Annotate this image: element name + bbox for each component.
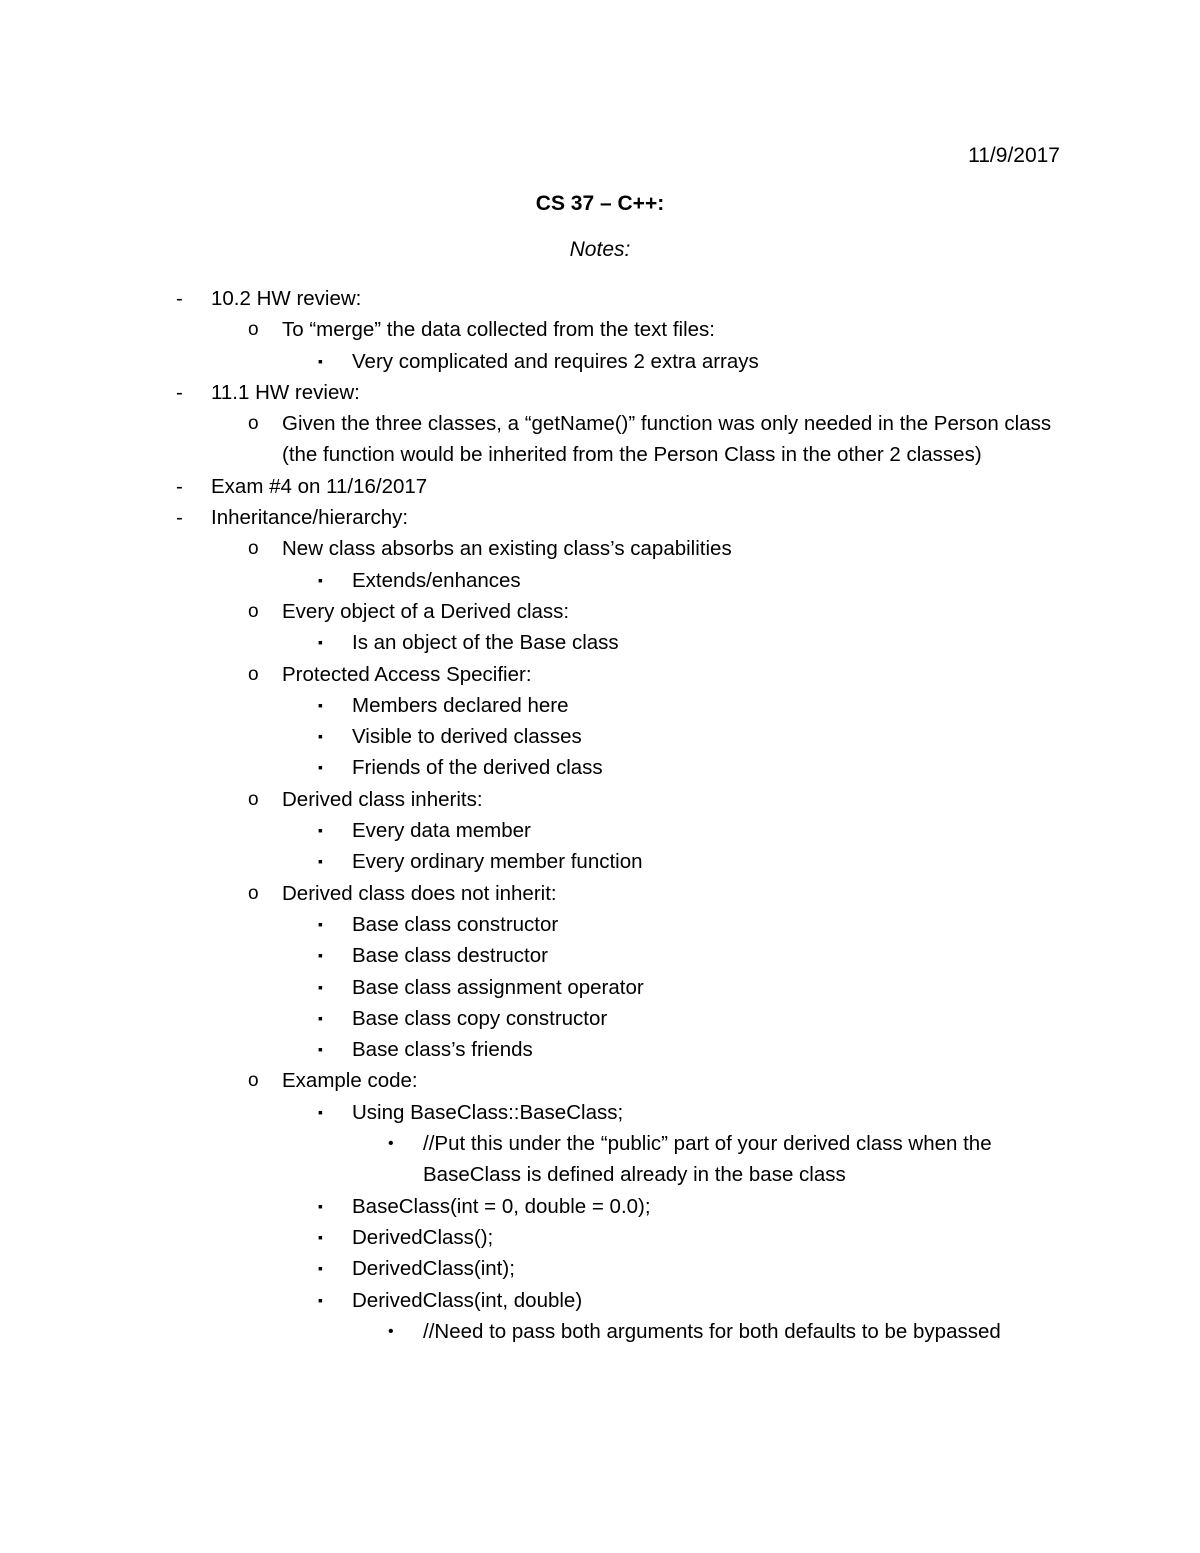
square-bullet: ▪ xyxy=(318,1228,323,1245)
outline-item-level-3 xyxy=(0,1191,1200,1222)
outline-item-level-2 xyxy=(0,878,1200,909)
outline-item-level-3 xyxy=(0,690,1200,721)
outline-item-text: BaseClass(int = 0, double = 0.0); xyxy=(352,1194,651,1218)
outline-item-text: Every ordinary member function xyxy=(352,850,643,874)
outline-item-text: DerivedClass(int); xyxy=(352,1257,515,1281)
square-bullet: ▪ xyxy=(318,696,323,713)
square-bullet: ▪ xyxy=(318,1103,323,1120)
square-bullet: ▪ xyxy=(318,1291,323,1308)
outline-item-text: Is an object of the Base class xyxy=(352,631,619,655)
square-bullet: ▪ xyxy=(318,947,323,964)
square-bullet: ▪ xyxy=(318,853,323,870)
outline-item-level-3 xyxy=(0,1253,1200,1284)
circle-bullet: o xyxy=(248,600,259,622)
outline-item-text: Every data member xyxy=(352,819,531,843)
outline-item-level-1 xyxy=(0,283,1200,314)
outline-item-level-3 xyxy=(0,627,1200,658)
outline-item-level-4 xyxy=(0,1128,1200,1191)
dash-bullet: - xyxy=(176,506,183,530)
outline-item-level-2 xyxy=(0,314,1200,345)
outline-item-level-3 xyxy=(0,909,1200,940)
outline-item-text: Derived class does not inherit: xyxy=(282,881,557,905)
outline-item-level-3 xyxy=(0,1285,1200,1316)
outline-item-level-3 xyxy=(0,752,1200,783)
circle-bullet: o xyxy=(248,413,259,435)
square-bullet: ▪ xyxy=(318,822,323,839)
square-bullet: ▪ xyxy=(318,352,323,369)
outline-item-text: DerivedClass(int, double) xyxy=(352,1288,583,1312)
outline-item-text: New class absorbs an existing class’s capabilities xyxy=(282,537,732,561)
notes-outline xyxy=(0,283,1200,1347)
outline-item-level-3 xyxy=(0,346,1200,377)
square-bullet: ▪ xyxy=(318,728,323,745)
outline-item-text: Base class destructor xyxy=(352,944,548,968)
circle-bullet: o xyxy=(248,538,259,560)
outline-item-level-4 xyxy=(0,1316,1200,1347)
square-bullet: ▪ xyxy=(318,978,323,995)
square-bullet: ▪ xyxy=(318,1009,323,1026)
outline-item-text: Given the three classes, a “getName()” function was only needed in the Person class (the function would be inherited from the Person Class in the other 2 classes) xyxy=(282,412,1052,467)
outline-item-text: Friends of the derived class xyxy=(352,756,603,780)
outline-item-text: Inheritance/hierarchy: xyxy=(211,506,409,530)
outline-item-text: Using BaseClass::BaseClass; xyxy=(352,1100,624,1124)
dash-bullet: - xyxy=(176,287,183,310)
outline-item-text: Derived class inherits: xyxy=(282,787,483,811)
outline-item-level-3 xyxy=(0,846,1200,877)
outline-item-text: Protected Access Specifier: xyxy=(282,662,532,686)
document-date: 11/9/2017 xyxy=(968,144,1060,167)
outline-item-text: To “merge” the data collected from the text files: xyxy=(282,318,715,342)
outline-item-level-3 xyxy=(0,972,1200,1003)
outline-item-text: Base class copy constructor xyxy=(352,1006,608,1030)
disc-bullet: • xyxy=(388,1322,394,1340)
outline-item-level-3 xyxy=(0,940,1200,971)
outline-item-level-2 xyxy=(0,408,1200,471)
outline-item-text: Extends/enhances xyxy=(352,568,521,592)
outline-item-level-3 xyxy=(0,1034,1200,1065)
square-bullet: ▪ xyxy=(318,1197,323,1214)
outline-item-text: 10.2 HW review: xyxy=(211,287,362,310)
dash-bullet: - xyxy=(176,380,183,404)
outline-item-level-1 xyxy=(0,502,1200,533)
outline-item-text: Base class’s friends xyxy=(352,1038,533,1062)
outline-item-level-1 xyxy=(0,471,1200,502)
outline-item-text: Visible to derived classes xyxy=(352,725,582,749)
outline-item-level-2 xyxy=(0,533,1200,564)
disc-bullet: • xyxy=(388,1135,394,1153)
outline-item-text: Base class constructor xyxy=(352,912,559,936)
dash-bullet: - xyxy=(176,474,183,498)
outline-item-text: //Put this under the “public” part of your derived class when the BaseClass is defined already in the base class xyxy=(423,1132,992,1187)
outline-item-level-3 xyxy=(0,1222,1200,1253)
outline-item-level-1 xyxy=(0,377,1200,408)
outline-item-level-3 xyxy=(0,721,1200,752)
outline-item-level-2 xyxy=(0,784,1200,815)
outline-item-text: Very complicated and requires 2 extra arrays xyxy=(352,349,759,373)
document-subtitle: Notes: xyxy=(569,238,631,261)
square-bullet: ▪ xyxy=(318,634,323,651)
circle-bullet: o xyxy=(248,663,259,685)
document-title: CS 37 – C++: xyxy=(535,192,665,215)
outline-item-text: DerivedClass(); xyxy=(352,1225,494,1249)
outline-item-level-2 xyxy=(0,659,1200,690)
outline-item-level-3 xyxy=(0,1097,1200,1128)
outline-item-text: Base class assignment operator xyxy=(352,975,644,999)
circle-bullet: o xyxy=(248,1070,259,1092)
outline-item-level-3 xyxy=(0,815,1200,846)
outline-item-level-3 xyxy=(0,565,1200,596)
square-bullet: ▪ xyxy=(318,1041,323,1058)
square-bullet: ▪ xyxy=(318,571,323,588)
outline-item-text: Every object of a Derived class: xyxy=(282,599,570,623)
square-bullet: ▪ xyxy=(318,1260,323,1277)
outline-item-level-2 xyxy=(0,1065,1200,1096)
outline-item-text: 11.1 HW review: xyxy=(211,380,360,404)
outline-item-text: Example code: xyxy=(282,1069,418,1093)
outline-item-text: Exam #4 on 11/16/2017 xyxy=(211,474,428,498)
square-bullet: ▪ xyxy=(318,759,323,776)
outline-item-text: Members declared here xyxy=(352,693,569,717)
outline-item-text: //Need to pass both arguments for both defaults to be bypassed xyxy=(423,1319,1001,1343)
circle-bullet: o xyxy=(248,788,259,810)
outline-item-level-2 xyxy=(0,596,1200,627)
circle-bullet: o xyxy=(248,319,259,341)
circle-bullet: o xyxy=(248,882,259,904)
outline-item-level-3 xyxy=(0,1003,1200,1034)
square-bullet: ▪ xyxy=(318,915,323,932)
